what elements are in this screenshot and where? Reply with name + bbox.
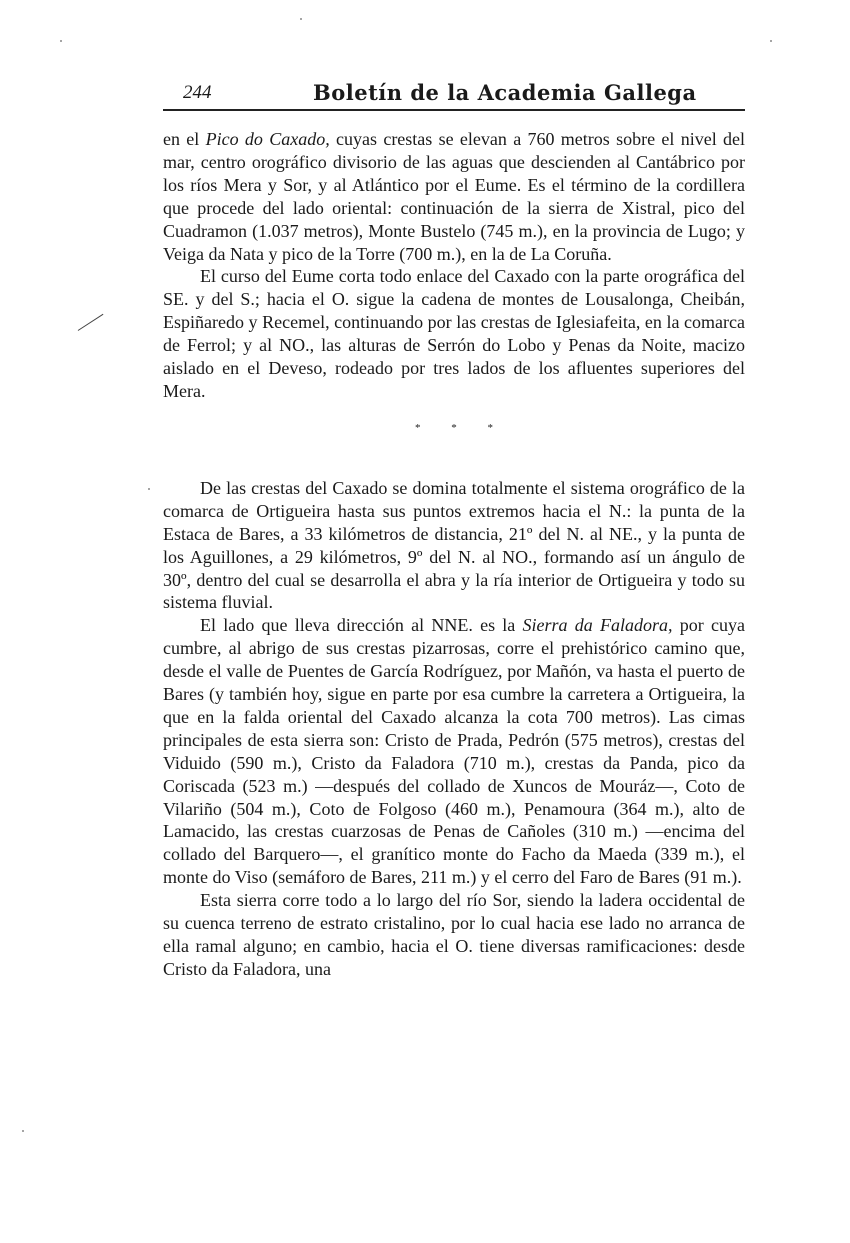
stray-pen-mark bbox=[78, 314, 104, 331]
scan-speck bbox=[148, 488, 150, 490]
page-header bbox=[163, 80, 745, 110]
text-segment: Esta sierra corre todo a lo largo del río Sor, siendo la ladera occidental de su cuenca terreno de estrato cristalino, por lo cual hacia ese lado no arranca de ella ramal alguno; en cambio, hacia el O. tiene diversas ramificaciones: desde Cristo da Faladora, una bbox=[163, 890, 745, 979]
scan-speck bbox=[60, 40, 62, 42]
scan-speck bbox=[300, 18, 302, 20]
text-segment: cuyas crestas se elevan a 760 metros sobre el nivel del mar, centro orográfico divisorio de las aguas que descienden al Cantábrico por los ríos Mera y Sor, y al Atlántico por el Eume. Es el término de la cordillera que procede del lado oriental: continuación de la sierra de Xistral, pico del Cuadramon (1.037 metros), Monte Bustelo (745 m.), en la provincia de Lugo; y Veiga da Nata y pico de la Torre (700 m.), en la de La Coruña. bbox=[163, 129, 746, 264]
text-segment: por cuya cumbre, al abrigo de sus crestas pizarrosas, corre el prehistórico camino que, desde el valle de Puentes de García Rodríguez, por Mañón, va hasta el puerto de Bares (y también hoy, sigue en parte por esa cumbre la carretera a Ortigueira, la que en la falda oriental del Caxado alcanza la cota 700 metros). Las cimas principales de esta sierra son: Cristo de Prada, Pedrón (575 metros), crestas del Viduido (590 m.), Cristo da Faladora (710 m.), crestas da Panda, pico da Coriscada (523 m.) —después del collado de Xuncos de Mouráz—, Coto de Vilariño (504 m.), Coto de Folgoso (460 m.), Penamoura (364 m.), alto de Lamacido, las crestas cuarzosas de Penas de Cañoles (310 m.) —encima del collado del Barquero—, el granítico monte do Facho da Maeda (339 m.), el monte do Viso (semáforo de Bares, 211 m.) y el cerro del Faro de Bares (91 m.). bbox=[163, 615, 745, 888]
text-segment: El lado que lleva dirección al NNE. es la bbox=[200, 615, 523, 636]
running-title: Boletín de la Academia Gallega bbox=[313, 80, 697, 105]
paragraph-3 bbox=[163, 477, 745, 614]
place-name-italic: Sierra da Faladora, bbox=[522, 615, 673, 636]
paragraph-4 bbox=[163, 614, 745, 889]
paragraph-2 bbox=[163, 265, 745, 402]
place-name-italic: Pico do Caxado, bbox=[205, 129, 330, 149]
scan-speck bbox=[22, 1130, 24, 1132]
page-number: 244 bbox=[183, 82, 212, 103]
text-segment: en el bbox=[163, 129, 206, 149]
paragraph-1 bbox=[163, 128, 745, 265]
paragraph-5 bbox=[163, 889, 745, 981]
header-rule bbox=[163, 109, 745, 111]
text-segment: El curso del Eume corta todo enlace del Caxado con la parte orográfica del SE. y del S.; hacia el O. sigue la cadena de montes de Lousalonga, Cheibán, Espiñaredo y Recemel, continuando por las crestas de Iglesiafeita, en la comarca de Ferrol; y al NO., las alturas de Serrón do Lobo y Penas da Noite, macizo aislado en el Deveso, rodeado por tres lados de los afluentes superiores del Mera. bbox=[163, 266, 745, 401]
text-segment: De las crestas del Caxado se domina totalmente el sistema orográfico de la comarca de Ortigueira hasta sus puntos extremos hacia el N.: la punta de la Estaca de Bares, a 33 kilómetros de distancia, 21º del N. al NE., y la punta de los Aguillones, a 29 kilómetros, 9º del N. al NO., formando así un ángulo de 30º, dentro del cual se desarrolla el abra y la ría interior de Ortigueira y todo su sistema fluvial. bbox=[163, 477, 745, 613]
scan-speck bbox=[770, 40, 772, 42]
section-separator: * * * bbox=[415, 421, 507, 434]
body-text bbox=[163, 128, 745, 981]
